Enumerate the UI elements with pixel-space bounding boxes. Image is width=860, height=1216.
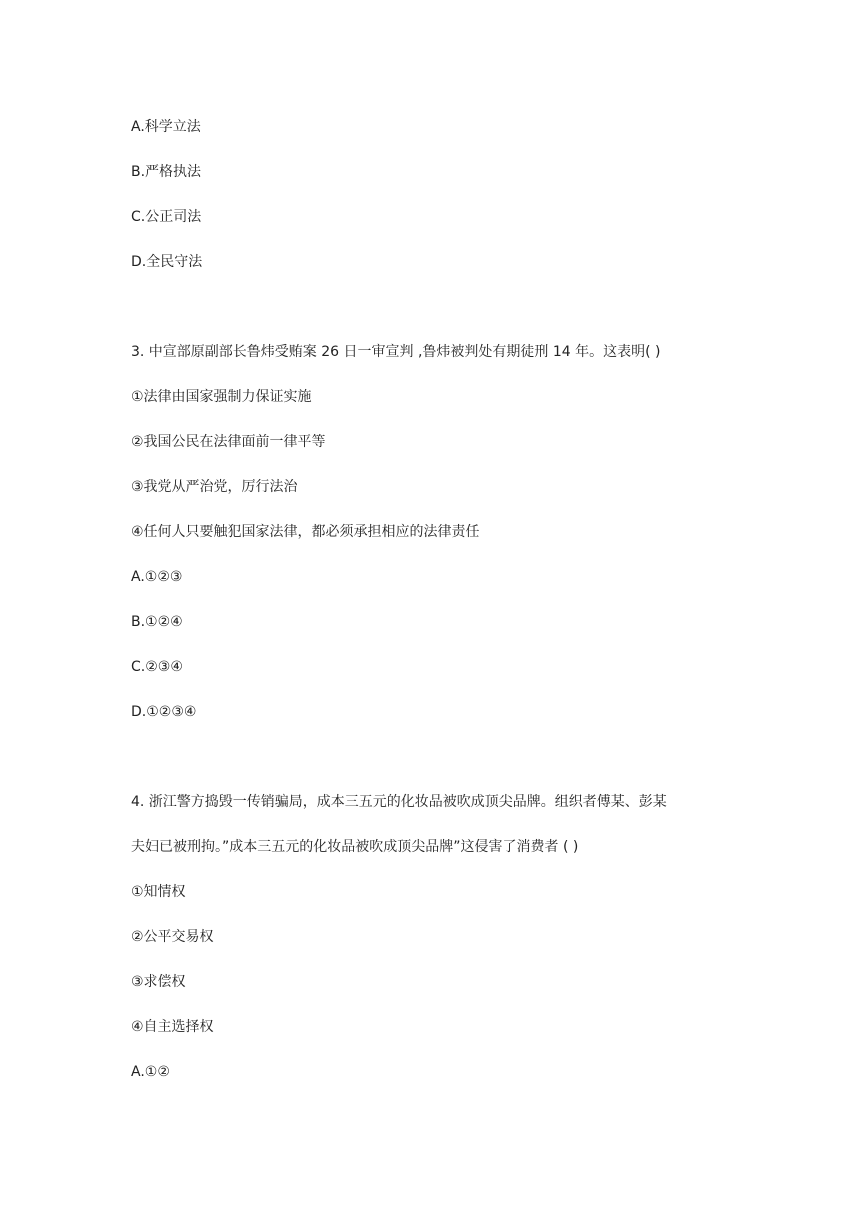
- q3-option-a: A.①②③: [131, 569, 183, 585]
- q3-statement-3: ③我党从严治党，厉行法治: [131, 479, 298, 495]
- q3-statement-2: ②我国公民在法律面前一律平等: [131, 434, 326, 450]
- q4-option-a: A.①②: [131, 1064, 170, 1080]
- q4-stem-line-2: 夫妇已被刑拘。”成本三五元的化妆品被吹成顶尖品牌”这侵害了消费者 ( ): [131, 839, 579, 855]
- q3-option-c: C.②③④: [131, 659, 183, 675]
- q3-stem: 3. 中宣部原副部长鲁炜受贿案 26 日一审宣判 ,鲁炜被判处有期徒刑 14 年。这表明( ): [131, 344, 661, 360]
- q3-statement-4: ④任何人只要触犯国家法律，都必须承担相应的法律责任: [131, 524, 480, 540]
- q2-option-c: C.公正司法: [131, 209, 202, 225]
- q2-option-a: A.科学立法: [131, 119, 201, 135]
- q3-option-d: D.①②③④: [131, 704, 197, 720]
- q3-option-b: B.①②④: [131, 614, 183, 630]
- q4-statement-2: ②公平交易权: [131, 929, 214, 945]
- q2-option-b: B.严格执法: [131, 164, 202, 180]
- q3-statement-1: ①法律由国家强制力保证实施: [131, 389, 312, 405]
- q4-stem-line-1: 4. 浙江警方捣毁一传销骗局，成本三五元的化妆品被吹成顶尖品牌。组织者傅某、彭某: [131, 794, 667, 810]
- q4-statement-4: ④自主选择权: [131, 1019, 214, 1035]
- q4-statement-3: ③求偿权: [131, 974, 186, 990]
- q4-statement-1: ①知情权: [131, 884, 186, 900]
- q2-option-d: D.全民守法: [131, 254, 203, 270]
